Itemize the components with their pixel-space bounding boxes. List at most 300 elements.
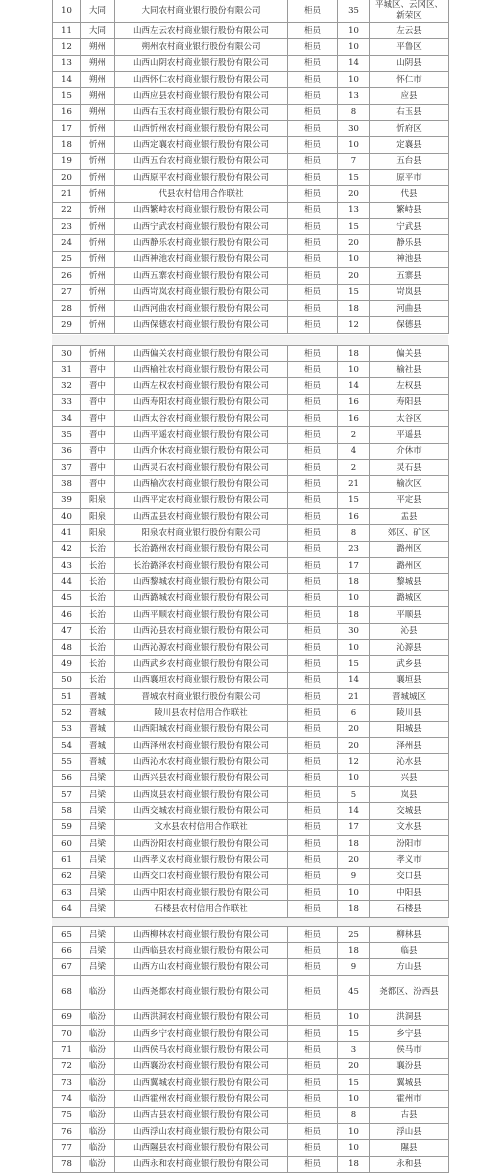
position-cell: 柜员 <box>288 476 338 492</box>
area-cell: 岚县 <box>370 786 449 802</box>
table-row <box>53 476 449 492</box>
area-cell: 平遥县 <box>370 427 449 443</box>
headcount-cell: 15 <box>338 1026 370 1042</box>
headcount-cell: 8 <box>338 104 370 120</box>
city-cell: 朔州 <box>81 39 115 55</box>
row-number: 22 <box>53 202 81 218</box>
row-number: 10 <box>53 0 81 23</box>
row-number: 68 <box>53 975 81 1009</box>
table-row <box>53 394 449 410</box>
bank-name-cell: 山西河曲农村商业银行股份有限公司 <box>115 300 288 316</box>
bank-name-cell: 山西中阳农村商业银行股份有限公司 <box>115 885 288 901</box>
headcount-cell: 20 <box>338 1058 370 1074</box>
bank-name-cell: 阳泉农村商业银行股份有限公司 <box>115 525 288 541</box>
row-number: 18 <box>53 137 81 153</box>
headcount-cell: 45 <box>338 975 370 1009</box>
city-cell: 忻州 <box>81 346 115 362</box>
row-number: 39 <box>53 492 81 508</box>
bank-name-cell: 山西保德农村商业银行股份有限公司 <box>115 317 288 333</box>
table-row <box>53 492 449 508</box>
city-cell: 临汾 <box>81 1042 115 1058</box>
position-cell: 柜员 <box>288 39 338 55</box>
row-number: 72 <box>53 1058 81 1074</box>
area-cell: 定襄县 <box>370 137 449 153</box>
position-cell: 柜员 <box>288 362 338 378</box>
row-number: 20 <box>53 170 81 186</box>
bank-name-cell: 山西乡宁农村商业银行股份有限公司 <box>115 1026 288 1042</box>
city-cell: 吕梁 <box>81 885 115 901</box>
area-cell: 平城区、云冈区、新荣区 <box>370 0 449 23</box>
row-number: 73 <box>53 1075 81 1091</box>
city-cell: 晋中 <box>81 476 115 492</box>
headcount-cell: 10 <box>338 1124 370 1140</box>
row-number: 58 <box>53 803 81 819</box>
city-cell: 临汾 <box>81 1140 115 1156</box>
bank-name-cell: 山西霍州农村商业银行股份有限公司 <box>115 1091 288 1107</box>
headcount-cell: 14 <box>338 378 370 394</box>
row-number: 76 <box>53 1124 81 1140</box>
area-cell: 襄汾县 <box>370 1058 449 1074</box>
position-cell: 柜员 <box>288 656 338 672</box>
headcount-cell: 20 <box>338 268 370 284</box>
area-cell: 陵川县 <box>370 705 449 721</box>
city-cell: 阳泉 <box>81 492 115 508</box>
position-cell: 柜员 <box>288 492 338 508</box>
position-cell: 柜员 <box>288 754 338 770</box>
table-row <box>53 284 449 300</box>
table-row <box>53 300 449 316</box>
row-number: 44 <box>53 574 81 590</box>
area-cell: 静乐县 <box>370 235 449 251</box>
row-number: 66 <box>53 943 81 959</box>
city-cell: 忻州 <box>81 317 115 333</box>
table-page-3 <box>52 926 448 1173</box>
headcount-cell: 14 <box>338 55 370 71</box>
row-number: 26 <box>53 268 81 284</box>
table-row <box>53 235 449 251</box>
position-cell: 柜员 <box>288 927 338 943</box>
headcount-cell: 20 <box>338 852 370 868</box>
city-cell: 晋中 <box>81 460 115 476</box>
headcount-cell: 16 <box>338 394 370 410</box>
table-page-1 <box>52 0 448 334</box>
bank-name-cell: 山西方山农村商业银行股份有限公司 <box>115 959 288 975</box>
page-gap-1 <box>52 335 448 345</box>
area-cell: 山阴县 <box>370 55 449 71</box>
row-number: 63 <box>53 885 81 901</box>
headcount-cell: 15 <box>338 492 370 508</box>
headcount-cell: 10 <box>338 1091 370 1107</box>
position-cell: 柜员 <box>288 558 338 574</box>
position-cell: 柜员 <box>288 1156 338 1172</box>
position-cell: 柜员 <box>288 460 338 476</box>
row-number: 60 <box>53 835 81 851</box>
bank-name-cell: 石楼县农村信用合作联社 <box>115 901 288 917</box>
bank-name-cell: 山西平遥农村商业银行股份有限公司 <box>115 427 288 443</box>
bank-name-cell: 山西尧都农村商业银行股份有限公司 <box>115 975 288 1009</box>
headcount-cell: 10 <box>338 251 370 267</box>
area-cell: 应县 <box>370 88 449 104</box>
bank-name-cell: 山西柳林农村商业银行股份有限公司 <box>115 927 288 943</box>
area-cell: 河曲县 <box>370 300 449 316</box>
position-cell: 柜员 <box>288 705 338 721</box>
area-cell: 晋城城区 <box>370 688 449 704</box>
table-row <box>53 819 449 835</box>
headcount-cell: 8 <box>338 525 370 541</box>
table-row <box>53 541 449 557</box>
area-cell: 汾阳市 <box>370 835 449 851</box>
position-cell: 柜员 <box>288 300 338 316</box>
position-cell: 柜员 <box>288 0 338 23</box>
position-cell: 柜员 <box>288 737 338 753</box>
row-number: 28 <box>53 300 81 316</box>
position-cell: 柜员 <box>288 1075 338 1091</box>
table-row <box>53 868 449 884</box>
bank-name-cell: 山西交城农村商业银行股份有限公司 <box>115 803 288 819</box>
bank-name-cell: 代县农村信用合作联社 <box>115 186 288 202</box>
row-number: 14 <box>53 72 81 88</box>
row-number: 61 <box>53 852 81 868</box>
area-cell: 交口县 <box>370 868 449 884</box>
bank-name-cell: 山西黎城农村商业银行股份有限公司 <box>115 574 288 590</box>
table-row <box>53 219 449 235</box>
position-cell: 柜员 <box>288 443 338 459</box>
headcount-cell: 10 <box>338 885 370 901</box>
position-cell: 柜员 <box>288 394 338 410</box>
table-row <box>53 721 449 737</box>
headcount-cell: 5 <box>338 786 370 802</box>
bank-name-cell: 山西潞城农村商业银行股份有限公司 <box>115 590 288 606</box>
city-cell: 忻州 <box>81 153 115 169</box>
area-cell: 怀仁市 <box>370 72 449 88</box>
area-cell: 岢岚县 <box>370 284 449 300</box>
area-cell: 黎城县 <box>370 574 449 590</box>
headcount-cell: 10 <box>338 590 370 606</box>
table-row <box>53 672 449 688</box>
row-number: 51 <box>53 688 81 704</box>
city-cell: 临汾 <box>81 1107 115 1123</box>
row-number: 17 <box>53 121 81 137</box>
city-cell: 忻州 <box>81 284 115 300</box>
city-cell: 忻州 <box>81 219 115 235</box>
area-cell: 右玉县 <box>370 104 449 120</box>
headcount-cell: 18 <box>338 607 370 623</box>
row-number: 29 <box>53 317 81 333</box>
city-cell: 吕梁 <box>81 868 115 884</box>
bank-name-cell: 山西襄垣农村商业银行股份有限公司 <box>115 672 288 688</box>
bank-name-cell: 山西侯马农村商业银行股份有限公司 <box>115 1042 288 1058</box>
city-cell: 大同 <box>81 0 115 23</box>
area-cell: 孝义市 <box>370 852 449 868</box>
area-cell: 繁峙县 <box>370 202 449 218</box>
position-cell: 柜员 <box>288 525 338 541</box>
headcount-cell: 20 <box>338 721 370 737</box>
position-cell: 柜员 <box>288 202 338 218</box>
headcount-cell: 15 <box>338 1075 370 1091</box>
city-cell: 忻州 <box>81 186 115 202</box>
position-cell: 柜员 <box>288 378 338 394</box>
headcount-cell: 14 <box>338 672 370 688</box>
table-row <box>53 153 449 169</box>
headcount-cell: 10 <box>338 362 370 378</box>
headcount-cell: 12 <box>338 317 370 333</box>
area-cell: 武乡县 <box>370 656 449 672</box>
bank-name-cell: 山西怀仁农村商业银行股份有限公司 <box>115 72 288 88</box>
table-row <box>53 1091 449 1107</box>
position-cell: 柜员 <box>288 975 338 1009</box>
bank-name-cell: 山西偏关农村商业银行股份有限公司 <box>115 346 288 362</box>
bank-name-cell: 山西隰县农村商业银行股份有限公司 <box>115 1140 288 1156</box>
position-cell: 柜员 <box>288 509 338 525</box>
city-cell: 晋城 <box>81 737 115 753</box>
table-row <box>53 186 449 202</box>
area-cell: 介休市 <box>370 443 449 459</box>
area-cell: 灵石县 <box>370 460 449 476</box>
bank-name-cell: 山西灵石农村商业银行股份有限公司 <box>115 460 288 476</box>
headcount-cell: 16 <box>338 509 370 525</box>
area-cell: 榆社县 <box>370 362 449 378</box>
row-number: 56 <box>53 770 81 786</box>
row-number: 35 <box>53 427 81 443</box>
headcount-cell: 20 <box>338 186 370 202</box>
table-row <box>53 590 449 606</box>
position-cell: 柜员 <box>288 868 338 884</box>
area-cell: 代县 <box>370 186 449 202</box>
table-row <box>53 1075 449 1091</box>
table-row <box>53 623 449 639</box>
position-cell: 柜员 <box>288 1058 338 1074</box>
headcount-cell: 21 <box>338 476 370 492</box>
table-row <box>53 607 449 623</box>
table-row <box>53 786 449 802</box>
area-cell: 翼城县 <box>370 1075 449 1091</box>
bank-name-cell: 山西翼城农村商业银行股份有限公司 <box>115 1075 288 1091</box>
headcount-cell: 16 <box>338 411 370 427</box>
area-cell: 兴县 <box>370 770 449 786</box>
position-cell: 柜员 <box>288 590 338 606</box>
city-cell: 长治 <box>81 639 115 655</box>
position-cell: 柜员 <box>288 541 338 557</box>
headcount-cell: 10 <box>338 639 370 655</box>
headcount-cell: 18 <box>338 1156 370 1172</box>
position-cell: 柜员 <box>288 623 338 639</box>
headcount-cell: 17 <box>338 819 370 835</box>
bank-name-cell: 山西忻州农村商业银行股份有限公司 <box>115 121 288 137</box>
table-row <box>53 943 449 959</box>
position-cell: 柜员 <box>288 1107 338 1123</box>
headcount-cell: 18 <box>338 300 370 316</box>
area-cell: 隰县 <box>370 1140 449 1156</box>
city-cell: 晋中 <box>81 362 115 378</box>
headcount-cell: 23 <box>338 541 370 557</box>
data-table <box>52 926 449 1173</box>
row-number: 43 <box>53 558 81 574</box>
bank-name-cell: 山西榆社农村商业银行股份有限公司 <box>115 362 288 378</box>
city-cell: 吕梁 <box>81 835 115 851</box>
bank-name-cell: 山西襄汾农村商业银行股份有限公司 <box>115 1058 288 1074</box>
city-cell: 临汾 <box>81 1091 115 1107</box>
area-cell: 尧都区、汾西县 <box>370 975 449 1009</box>
row-number: 38 <box>53 476 81 492</box>
position-cell: 柜员 <box>288 943 338 959</box>
table-row <box>53 1107 449 1123</box>
headcount-cell: 9 <box>338 959 370 975</box>
city-cell: 临汾 <box>81 1058 115 1074</box>
bank-name-cell: 山西临县农村商业银行股份有限公司 <box>115 943 288 959</box>
table-row <box>53 525 449 541</box>
headcount-cell: 7 <box>338 153 370 169</box>
position-cell: 柜员 <box>288 268 338 284</box>
headcount-cell: 2 <box>338 427 370 443</box>
area-cell: 泽州县 <box>370 737 449 753</box>
table-row <box>53 137 449 153</box>
headcount-cell: 17 <box>338 558 370 574</box>
area-cell: 左云县 <box>370 23 449 39</box>
row-number: 69 <box>53 1009 81 1025</box>
position-cell: 柜员 <box>288 284 338 300</box>
row-number: 31 <box>53 362 81 378</box>
bank-name-cell: 山西沁水农村商业银行股份有限公司 <box>115 754 288 770</box>
area-cell: 太谷区 <box>370 411 449 427</box>
table-page-2 <box>52 345 448 918</box>
row-number: 55 <box>53 754 81 770</box>
position-cell: 柜员 <box>288 786 338 802</box>
bank-name-cell: 大同农村商业银行股份有限公司 <box>115 0 288 23</box>
row-number: 46 <box>53 607 81 623</box>
area-cell: 平定县 <box>370 492 449 508</box>
city-cell: 晋中 <box>81 427 115 443</box>
table-row <box>53 639 449 655</box>
table-row <box>53 378 449 394</box>
bank-name-cell: 山西山阴农村商业银行股份有限公司 <box>115 55 288 71</box>
position-cell: 柜员 <box>288 23 338 39</box>
bank-name-cell: 山西静乐农村商业银行股份有限公司 <box>115 235 288 251</box>
city-cell: 忻州 <box>81 300 115 316</box>
bank-name-cell: 文水县农村信用合作联社 <box>115 819 288 835</box>
area-cell: 阳城县 <box>370 721 449 737</box>
city-cell: 晋中 <box>81 443 115 459</box>
city-cell: 晋中 <box>81 394 115 410</box>
area-cell: 石楼县 <box>370 901 449 917</box>
headcount-cell: 14 <box>338 803 370 819</box>
table-row <box>53 1124 449 1140</box>
position-cell: 柜员 <box>288 721 338 737</box>
position-cell: 柜员 <box>288 137 338 153</box>
position-cell: 柜员 <box>288 819 338 835</box>
city-cell: 晋中 <box>81 378 115 394</box>
position-cell: 柜员 <box>288 1009 338 1025</box>
row-number: 34 <box>53 411 81 427</box>
row-number: 67 <box>53 959 81 975</box>
position-cell: 柜员 <box>288 88 338 104</box>
headcount-cell: 10 <box>338 1140 370 1156</box>
table-row <box>53 754 449 770</box>
position-cell: 柜员 <box>288 170 338 186</box>
position-cell: 柜员 <box>288 901 338 917</box>
row-number: 19 <box>53 153 81 169</box>
table-row <box>53 1026 449 1042</box>
data-table <box>52 0 449 334</box>
city-cell: 晋城 <box>81 721 115 737</box>
area-cell: 神池县 <box>370 251 449 267</box>
city-cell: 朔州 <box>81 72 115 88</box>
position-cell: 柜员 <box>288 153 338 169</box>
area-cell: 偏关县 <box>370 346 449 362</box>
city-cell: 长治 <box>81 623 115 639</box>
position-cell: 柜员 <box>288 1042 338 1058</box>
table-row <box>53 251 449 267</box>
table-row <box>53 558 449 574</box>
row-number: 42 <box>53 541 81 557</box>
position-cell: 柜员 <box>288 121 338 137</box>
position-cell: 柜员 <box>288 55 338 71</box>
headcount-cell: 20 <box>338 737 370 753</box>
headcount-cell: 8 <box>338 1107 370 1123</box>
headcount-cell: 10 <box>338 1009 370 1025</box>
table-row <box>53 885 449 901</box>
position-cell: 柜员 <box>288 186 338 202</box>
headcount-cell: 6 <box>338 705 370 721</box>
area-cell: 左权县 <box>370 378 449 394</box>
table-row <box>53 1156 449 1172</box>
table-row <box>53 803 449 819</box>
headcount-cell: 3 <box>338 1042 370 1058</box>
row-number: 53 <box>53 721 81 737</box>
table-row <box>53 959 449 975</box>
area-cell: 平鲁区 <box>370 39 449 55</box>
area-cell: 郊区、矿区 <box>370 525 449 541</box>
bank-name-cell: 山西神池农村商业银行股份有限公司 <box>115 251 288 267</box>
row-number: 48 <box>53 639 81 655</box>
bank-name-cell: 山西左云农村商业银行股份有限公司 <box>115 23 288 39</box>
position-cell: 柜员 <box>288 688 338 704</box>
position-cell: 柜员 <box>288 251 338 267</box>
bank-name-cell: 山西阳城农村商业银行股份有限公司 <box>115 721 288 737</box>
table-row <box>53 23 449 39</box>
table-row <box>53 170 449 186</box>
area-cell: 交城县 <box>370 803 449 819</box>
row-number: 13 <box>53 55 81 71</box>
table-row <box>53 852 449 868</box>
row-number: 64 <box>53 901 81 917</box>
row-number: 70 <box>53 1026 81 1042</box>
position-cell: 柜员 <box>288 607 338 623</box>
row-number: 12 <box>53 39 81 55</box>
table-row <box>53 975 449 1009</box>
bank-name-cell: 山西应县农村商业银行股份有限公司 <box>115 88 288 104</box>
bank-name-cell: 山西榆次农村商业银行股份有限公司 <box>115 476 288 492</box>
headcount-cell: 2 <box>338 460 370 476</box>
position-cell: 柜员 <box>288 803 338 819</box>
table-row <box>53 443 449 459</box>
row-number: 77 <box>53 1140 81 1156</box>
table-row <box>53 88 449 104</box>
area-cell: 忻府区 <box>370 121 449 137</box>
area-cell: 襄垣县 <box>370 672 449 688</box>
table-row <box>53 901 449 917</box>
position-cell: 柜员 <box>288 1124 338 1140</box>
headcount-cell: 30 <box>338 623 370 639</box>
area-cell: 文水县 <box>370 819 449 835</box>
headcount-cell: 18 <box>338 346 370 362</box>
city-cell: 忻州 <box>81 251 115 267</box>
position-cell: 柜员 <box>288 219 338 235</box>
headcount-cell: 15 <box>338 219 370 235</box>
area-cell: 侯马市 <box>370 1042 449 1058</box>
position-cell: 柜员 <box>288 574 338 590</box>
position-cell: 柜员 <box>288 317 338 333</box>
bank-name-cell: 山西沁县农村商业银行股份有限公司 <box>115 623 288 639</box>
